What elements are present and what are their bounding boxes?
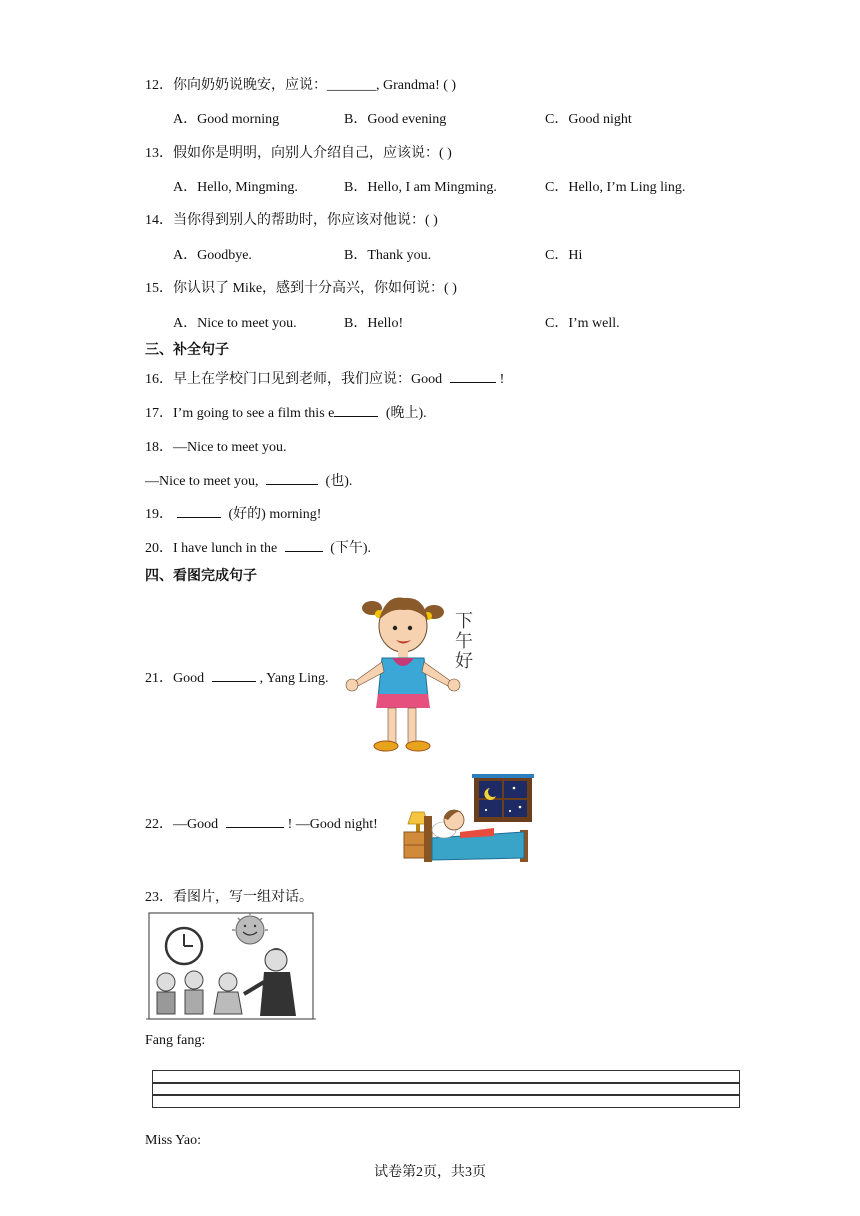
section-4-title: 四、看图完成句子 xyxy=(145,568,257,584)
option-15-a[interactable]: A．Nice to meet you. xyxy=(173,316,297,331)
answer-writing-lines[interactable] xyxy=(152,1070,740,1108)
question-18-reply-end: (也). xyxy=(322,474,353,489)
question-18: 18．—Nice to meet you. xyxy=(145,440,287,455)
question-16-text: 16．早上在学校门口见到老师，我们应说：Good xyxy=(145,372,446,387)
answer-blank-20[interactable] xyxy=(285,539,323,552)
question-18-reply-text: —Nice to meet you, xyxy=(145,474,263,489)
option-14-a[interactable]: A．Goodbye. xyxy=(173,248,252,263)
question-22-text: 22．—Good xyxy=(145,817,222,832)
question-21 xyxy=(145,667,328,687)
answer-blank-22[interactable] xyxy=(226,815,284,828)
option-13-c[interactable]: C．Hello, I’m Ling ling. xyxy=(545,180,686,195)
question-12: 12．你向奶奶说晚安，应说：_______, Grandma! ( ) xyxy=(145,78,457,93)
option-12-c[interactable]: C．Good night xyxy=(545,112,632,127)
greeting-teacher-illustration xyxy=(146,910,316,1024)
question-23: 23．看图片，写一组对话。 xyxy=(145,890,313,905)
option-14-c[interactable]: C．Hi xyxy=(545,248,583,263)
option-14-b[interactable]: B．Thank you. xyxy=(344,248,432,263)
question-20-text: 20．I have lunch in the xyxy=(145,541,281,556)
answer-blank-21[interactable] xyxy=(212,669,256,682)
question-14: 14．当你得到别人的帮助时，你应该对他说：( ) xyxy=(145,213,438,228)
question-19-end: (好的) morning! xyxy=(225,507,322,522)
afternoon-label-char: 下 xyxy=(455,611,473,632)
afternoon-label xyxy=(455,612,477,672)
page-footer: 试卷第2页，共3页 xyxy=(374,1165,486,1180)
question-13: 13．假如你是明明，向别人介绍自己，应该说：( ) xyxy=(145,146,452,161)
option-15-b[interactable]: B．Hello! xyxy=(344,316,404,331)
option-12-b[interactable]: B．Good evening xyxy=(344,112,447,127)
question-20 xyxy=(145,537,371,557)
option-13-a[interactable]: A．Hello, Mingming. xyxy=(173,180,298,195)
option-15-c[interactable]: C．I’m well. xyxy=(545,316,620,331)
answer-blank-16[interactable] xyxy=(450,370,496,383)
question-20-end: (下午). xyxy=(326,541,372,556)
question-16-end: ! xyxy=(499,372,505,387)
afternoon-label-char: 午 xyxy=(455,631,473,652)
answer-blank-18[interactable] xyxy=(266,472,318,485)
question-22 xyxy=(145,813,378,833)
speaker-miss-yao: Miss Yao: xyxy=(145,1133,202,1148)
question-19 xyxy=(145,503,321,523)
question-15: 15．你认识了 Mike，感到十分高兴，你如何说：( ) xyxy=(145,281,457,296)
question-19-number: 19． xyxy=(145,507,173,522)
answer-blank-17[interactable] xyxy=(334,404,378,417)
answer-blank-19[interactable] xyxy=(177,505,221,518)
question-16 xyxy=(145,368,504,388)
writing-line xyxy=(153,1082,739,1084)
question-17-end: (晚上). xyxy=(382,406,427,421)
option-13-b[interactable]: B．Hello, I am Mingming. xyxy=(344,180,497,195)
question-17 xyxy=(145,402,427,422)
bedroom-night-illustration xyxy=(402,774,542,866)
option-12-a[interactable]: A．Good morning xyxy=(173,112,280,127)
question-17-text: 17．I’m going to see a film this e xyxy=(145,406,335,421)
afternoon-label-char: 好 xyxy=(455,651,473,672)
speaker-fang-fang: Fang fang: xyxy=(145,1033,206,1048)
writing-line xyxy=(153,1094,739,1096)
question-22-end: ! —Good night! xyxy=(287,817,378,832)
question-18-reply xyxy=(145,470,352,490)
question-21-end: , Yang Ling. xyxy=(259,671,329,686)
question-21-text: 21．Good xyxy=(145,671,208,686)
section-3-title: 三、补全句子 xyxy=(145,342,229,358)
